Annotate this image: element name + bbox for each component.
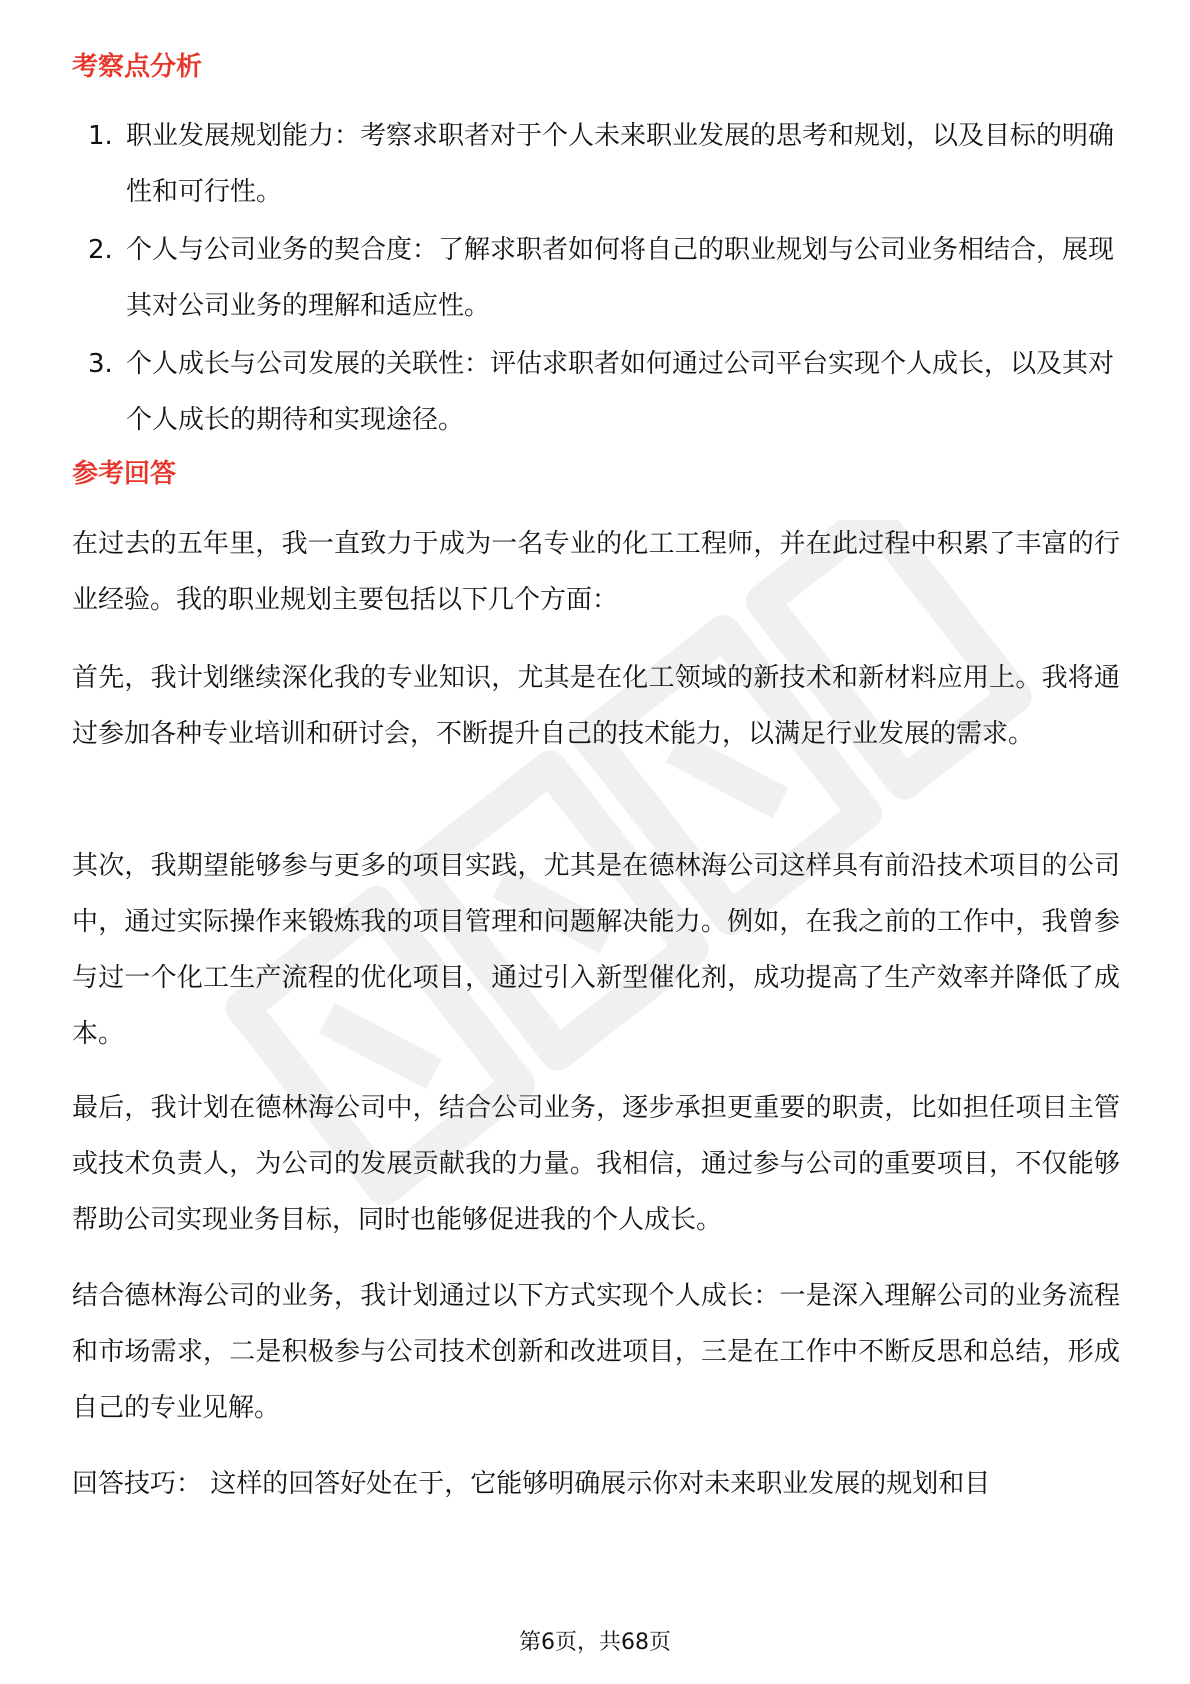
answer-paragraph: 结合德林海公司的业务，我计划通过以下方式实现个人成长：一是深入理解公司的业务流程和市场需求，二是积极参与公司技术创新和改进项目，三是在工作中不断反思和总结，形成自己的专业见解。 xyxy=(72,1281,1120,1423)
list-item-number: 3. xyxy=(88,349,113,379)
list-item xyxy=(72,222,1122,334)
answer-paragraph: 其次，我期望能够参与更多的项目实践，尤其是在德林海公司这样具有前沿技术项目的公司中，通过实际操作来锻炼我的项目管理和问题解决能力。例如，在我之前的工作中，我曾参与过一个化工生产流程的优化项目，通过引入新型催化剂，成功提高了生产效率并降低了成本。 xyxy=(72,851,1120,1049)
list-item-text: 职业发展规划能力：考察求职者对于个人未来职业发展的思考和规划，以及目标的明确性和可行性。 xyxy=(126,121,1115,207)
list-item-text: 个人与公司业务的契合度：了解求职者如何将自己的职业规划与公司业务相结合，展现其对公司业务的理解和适应性。 xyxy=(126,235,1115,321)
analysis-list xyxy=(72,108,1122,450)
analysis-heading: 考察点分析 xyxy=(72,52,203,82)
list-item xyxy=(72,108,1122,220)
answer-paragraph: 首先，我计划继续深化我的专业知识，尤其是在化工领域的新技术和新材料应用上。我将通过参加各种专业培训和研讨会，不断提升自己的技术能力，以满足行业发展的需求。 xyxy=(72,663,1120,749)
list-item-number: 1. xyxy=(88,121,113,151)
answer-paragraph: 最后，我计划在德林海公司中，结合公司业务，逐步承担更重要的职责，比如担任项目主管或技术负责人，为公司的发展贡献我的力量。我相信，通过参与公司的重要项目，不仅能够帮助公司实现业务目标，同时也能够促进我的个人成长。 xyxy=(72,1093,1120,1235)
list-item xyxy=(72,336,1122,448)
answer-paragraph: 在过去的五年里，我一直致力于成为一名专业的化工工程师，并在此过程中积累了丰富的行业经验。我的职业规划主要包括以下几个方面： xyxy=(72,529,1120,615)
list-item-number: 2. xyxy=(88,235,113,265)
page-number: 第6页，共68页 xyxy=(519,1630,671,1655)
list-item-text: 个人成长与公司发展的关联性：评估求职者如何通过公司平台实现个人成长，以及其对个人成长的期待和实现途径。 xyxy=(126,349,1115,435)
answer-tip-paragraph: 回答技巧： 这样的回答好处在于，它能够明确展示你对未来职业发展的规划和目 xyxy=(72,1469,991,1499)
answer-heading: 参考回答 xyxy=(72,459,177,489)
